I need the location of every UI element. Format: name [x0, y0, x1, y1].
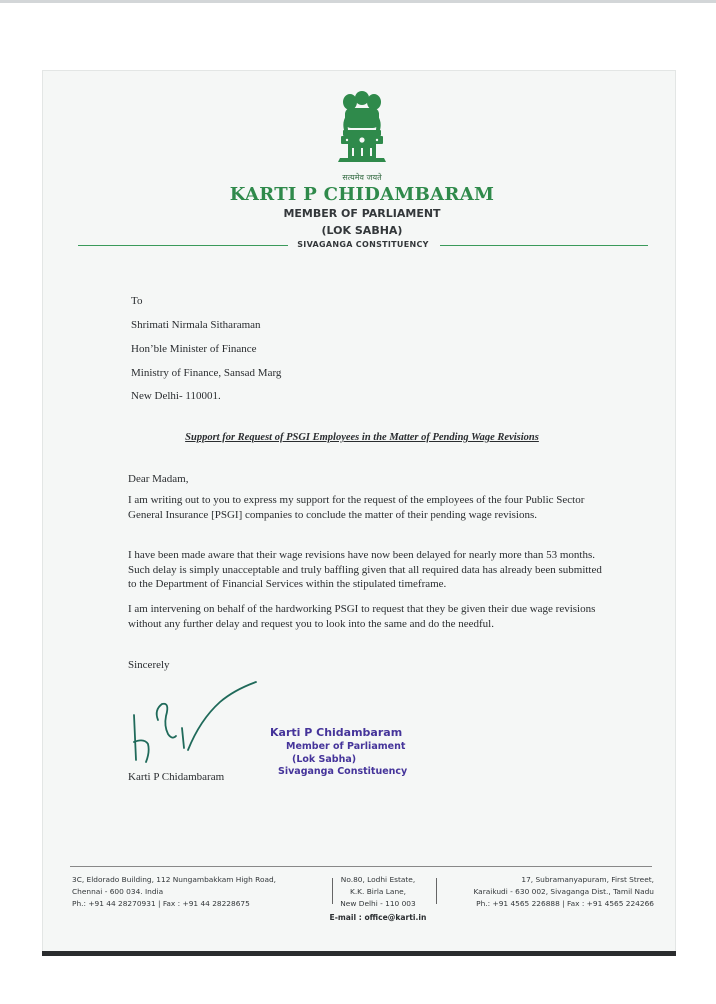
- footer-right-line-2: Karaikudi - 630 002, Sivaganga Dist., Tamil Nadu: [473, 886, 654, 896]
- letterhead-name: KARTI P CHIDAMBARAM: [229, 184, 495, 205]
- recipient-ministry: Ministry of Finance, Sansad Marg: [131, 367, 282, 379]
- footer-karaikudi-address: [420, 874, 654, 910]
- salutation: Dear Madam,: [128, 473, 189, 485]
- footer-mid-line-3: New Delhi - 110 003: [340, 898, 416, 908]
- letterhead-house: (LOK SABHA): [321, 224, 403, 237]
- emblem-motto: सत्यमेव जयते: [342, 173, 382, 182]
- body-paragraph-3: I am intervening on behalf of the hardworking PSGI to request that they be given their due wage revisions without any further delay and request you to look into the same and do the needful.: [128, 603, 596, 630]
- letter-subject: Support for Request of PSGI Employees in the Matter of Pending Wage Revisions: [185, 432, 539, 443]
- closing: Sincerely: [128, 659, 170, 671]
- body-paragraph-2: I have been made aware that their wage revisions have now been delayed for nearly more than 53 months. Such delay is simply unacceptable and truly baffling given that all required data has already been submitted to the Department of Financial Services within the stipulated timeframe.: [128, 549, 602, 591]
- letterhead-rule-left: [78, 245, 288, 246]
- footer-left-line-1: 3C, Eldorado Building, 112 Nungambakkam High Road,: [72, 875, 277, 884]
- stamp-house: (Lok Sabha): [292, 753, 357, 765]
- letterhead-constituency: SIVAGANGA CONSTITUENCY: [297, 240, 429, 249]
- official-stamp: [270, 726, 420, 779]
- letterhead-title: MEMBER OF PARLIAMENT: [283, 207, 441, 220]
- footer-rule: [70, 866, 652, 867]
- body-paragraph-1: I am writing out to you to express my support for the request of the employees of the four Public Sector General Insurance [PSGI] companies to conclude the matter of their pending wage revisions.: [128, 494, 585, 521]
- top-border: [0, 0, 716, 3]
- stamp-name: Karti P Chidambaram: [270, 726, 403, 739]
- footer-delhi-address: [322, 874, 434, 910]
- stamp-title: Member of Parliament: [286, 740, 406, 752]
- footer-chennai-address: [72, 874, 322, 910]
- signee-name: Karti P Chidambaram: [128, 771, 225, 783]
- footer-right-line-1: 17, Subramanyapuram, First Street,: [521, 875, 654, 884]
- recipient-designation: Hon’ble Minister of Finance: [131, 343, 257, 355]
- recipient-to: To: [131, 295, 143, 307]
- footer-right-line-3: Ph.: +91 4565 226888 | Fax : +91 4565 224266: [476, 898, 654, 908]
- letterhead-rule-right: [440, 245, 648, 246]
- handwritten-signature: [124, 680, 264, 780]
- footer-left-line-3: Ph.: +91 44 28270931 | Fax : +91 44 28228675: [72, 898, 250, 908]
- page-bottom-edge: [42, 951, 676, 956]
- footer-email: E-mail : office@karti.in: [329, 913, 427, 922]
- recipient-name: Shrimati Nirmala Sitharaman: [131, 319, 261, 331]
- footer-left-line-2: Chennai - 600 034. India: [72, 886, 164, 896]
- national-emblem-icon: [334, 90, 390, 174]
- stamp-constituency: Sivaganga Constituency: [278, 766, 408, 778]
- footer-mid-line-1: No.80, Lodhi Estate,: [340, 875, 416, 884]
- recipient-city: New Delhi- 110001.: [131, 390, 221, 402]
- letterhead-constituency-row: [78, 240, 648, 252]
- footer-mid-line-2: K.K. Birla Lane,: [349, 886, 407, 896]
